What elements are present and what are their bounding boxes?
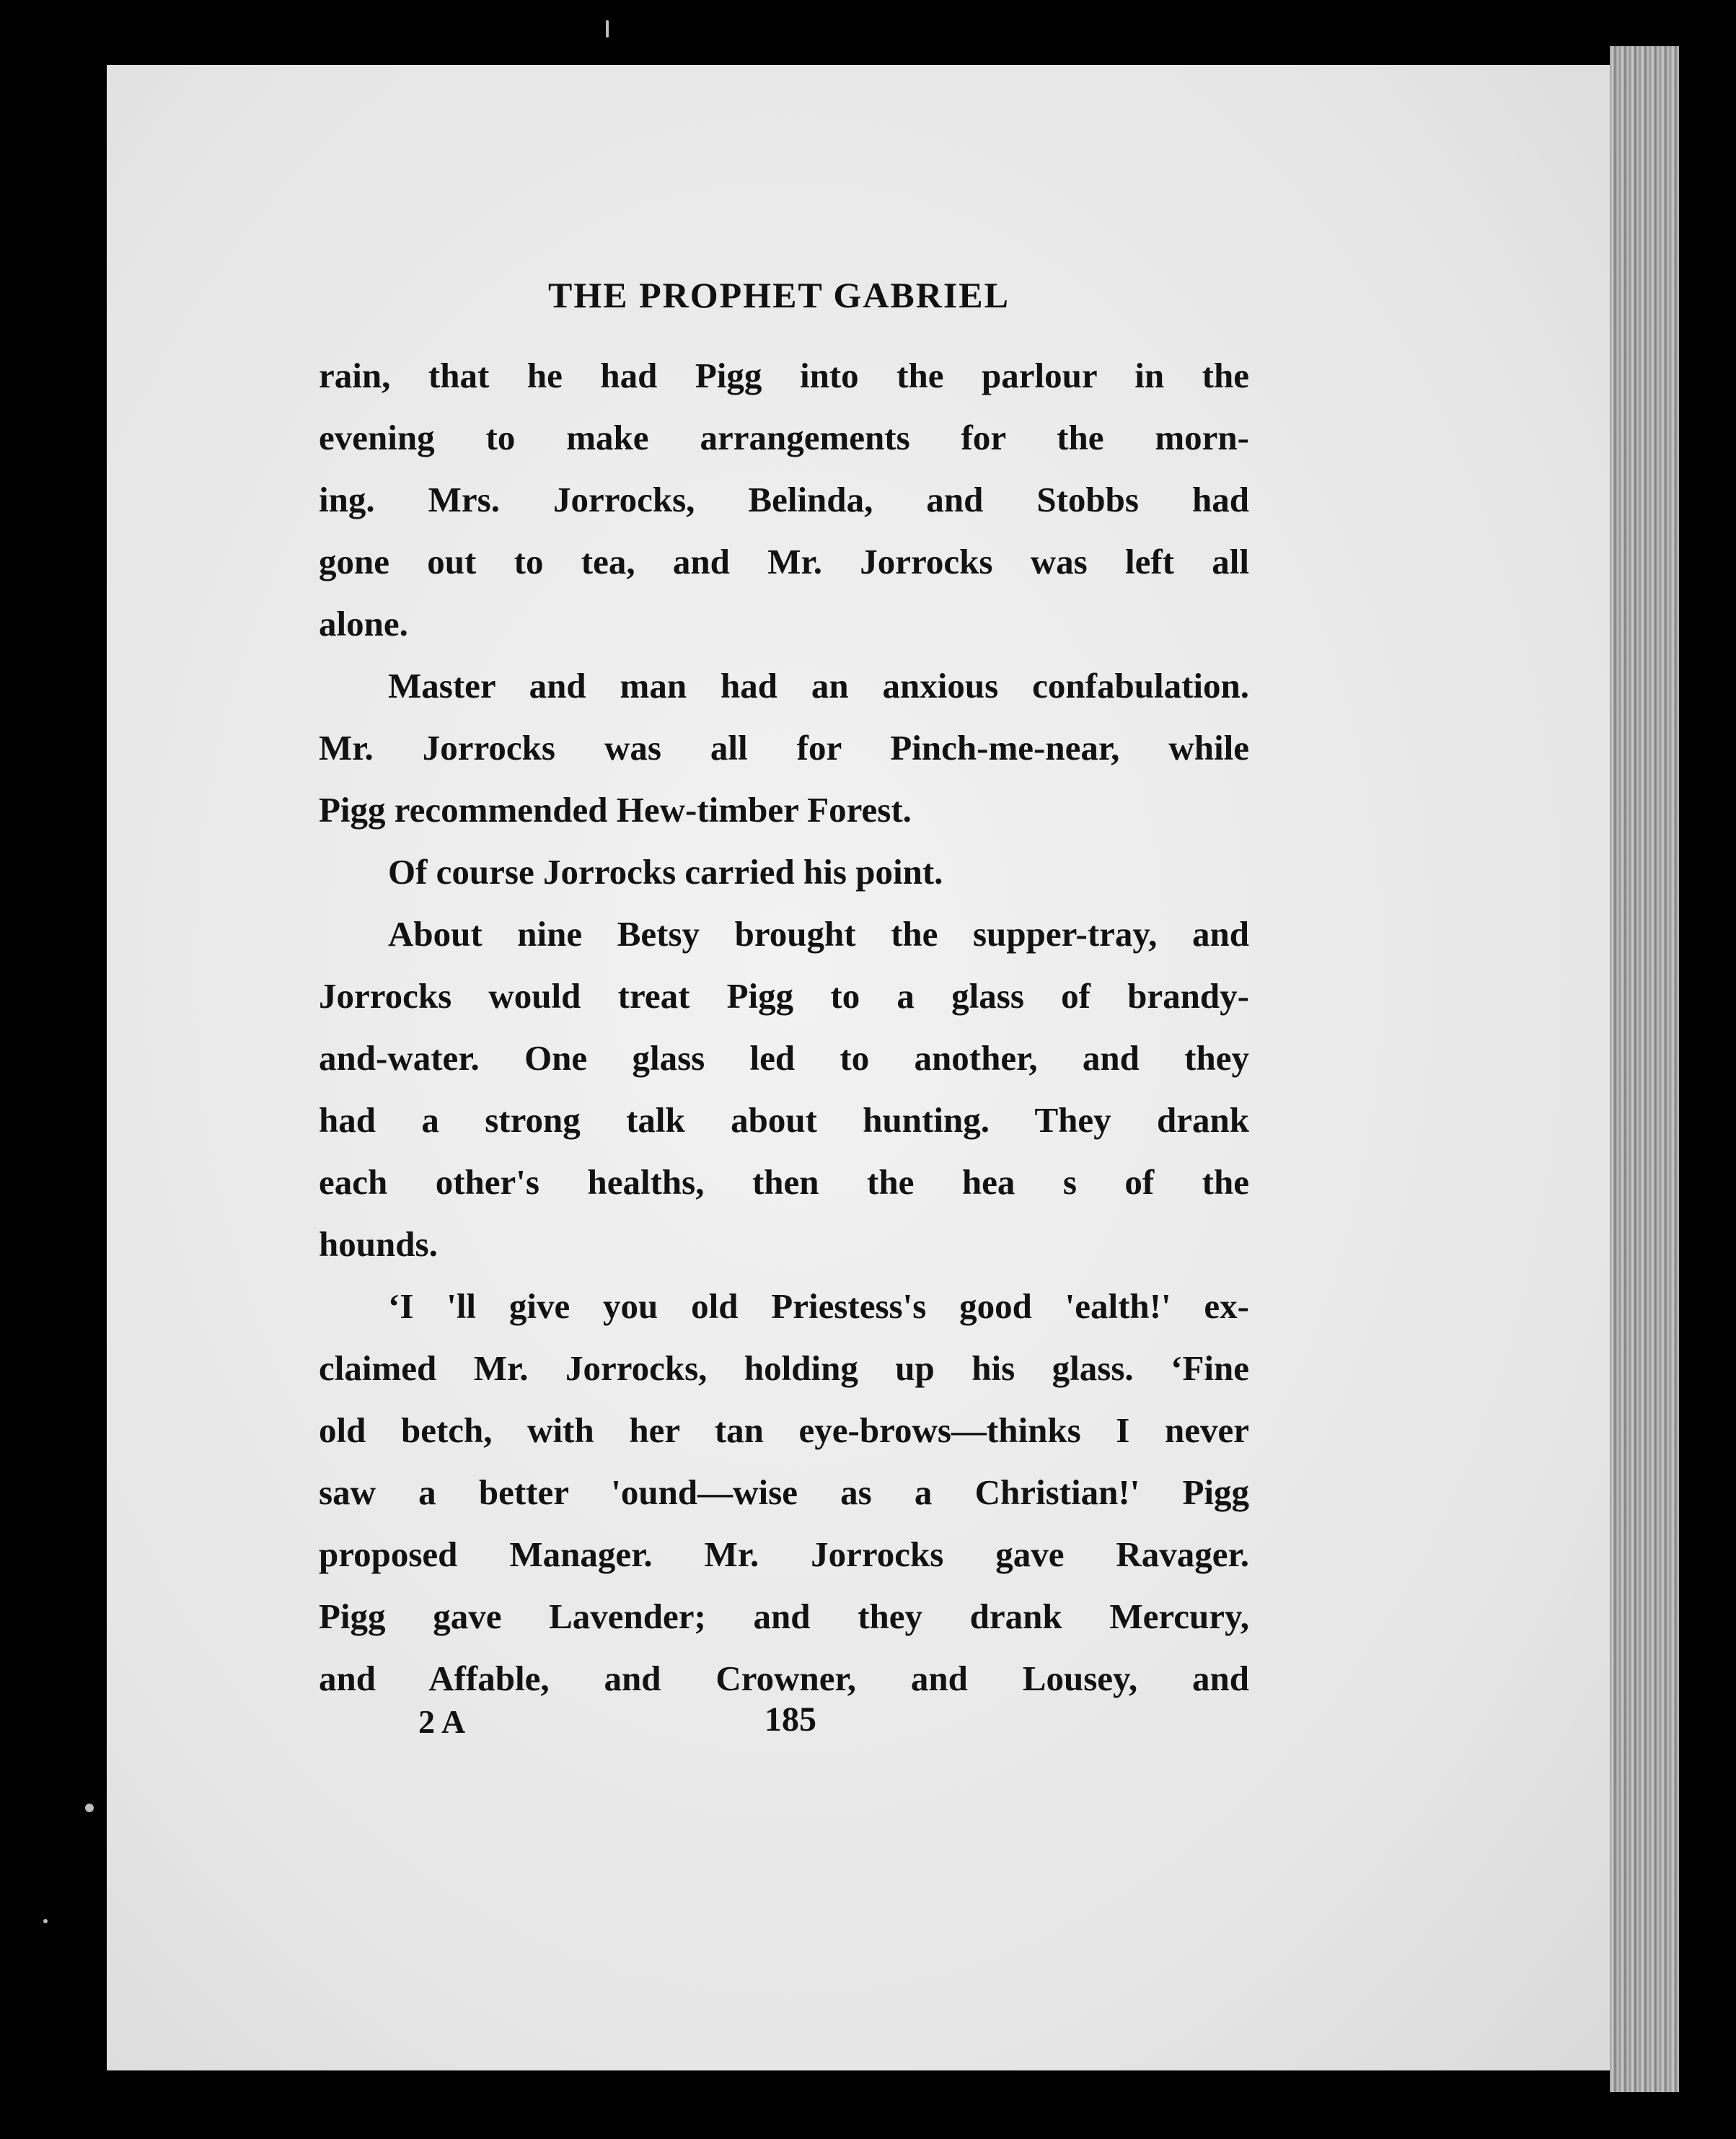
text-line: Pigg recommended Hew-timber Forest.	[319, 790, 912, 830]
text-line: Master and man had an anxious confabulation.	[388, 666, 1249, 706]
dust-speck	[606, 20, 609, 38]
text-line: proposed Manager. Mr. Jorrocks gave Ravager.	[319, 1534, 1249, 1574]
text-line: old betch, with her tan eye-brows—thinks I never	[319, 1410, 1249, 1450]
page-edge-stack	[1610, 46, 1679, 2092]
text-line: About nine Betsy brought the supper-tray, and	[388, 914, 1249, 954]
text-line: ing. Mrs. Jorrocks, Belinda, and Stobbs had	[319, 480, 1249, 519]
text-line: Of course Jorrocks carried his point.	[388, 852, 943, 892]
text-line: evening to make arrangements for the morn-	[319, 418, 1249, 457]
text-line: claimed Mr. Jorrocks, holding up his glass. ‘Fine	[319, 1348, 1249, 1388]
text-line: Jorrocks would treat Pigg to a glass of brandy-	[319, 976, 1249, 1016]
text-line: and Affable, and Crowner, and Lousey, and	[319, 1659, 1249, 1698]
body-text	[319, 345, 1249, 1710]
text-line: and-water. One glass led to another, and they	[319, 1038, 1249, 1078]
dust-speck	[43, 1919, 48, 1923]
text-line: rain, that he had Pigg into the parlour in the	[319, 356, 1249, 395]
text-line: Mr. Jorrocks was all for Pinch-me-near, while	[319, 728, 1249, 768]
text-line: had a strong talk about hunting. They drank	[319, 1100, 1249, 1140]
signature-mark: 2 A	[418, 1703, 466, 1740]
text-line: ‘I 'll give you old Priestess's good 'ealth!' ex-	[388, 1286, 1249, 1326]
page-number: 185	[765, 1700, 816, 1739]
text-line: gone out to tea, and Mr. Jorrocks was left all	[319, 542, 1249, 581]
running-head: THE PROPHET GABRIEL	[548, 275, 1010, 315]
text-line: saw a better 'ound—wise as a Christian!' Pigg	[319, 1472, 1249, 1512]
dust-speck	[85, 1804, 94, 1812]
text-line: Pigg gave Lavender; and they drank Mercury,	[319, 1596, 1249, 1636]
text-line: hounds.	[319, 1224, 438, 1264]
text-line: each other's healths, then the hea s of the	[319, 1162, 1249, 1202]
text-line: alone.	[319, 604, 408, 644]
